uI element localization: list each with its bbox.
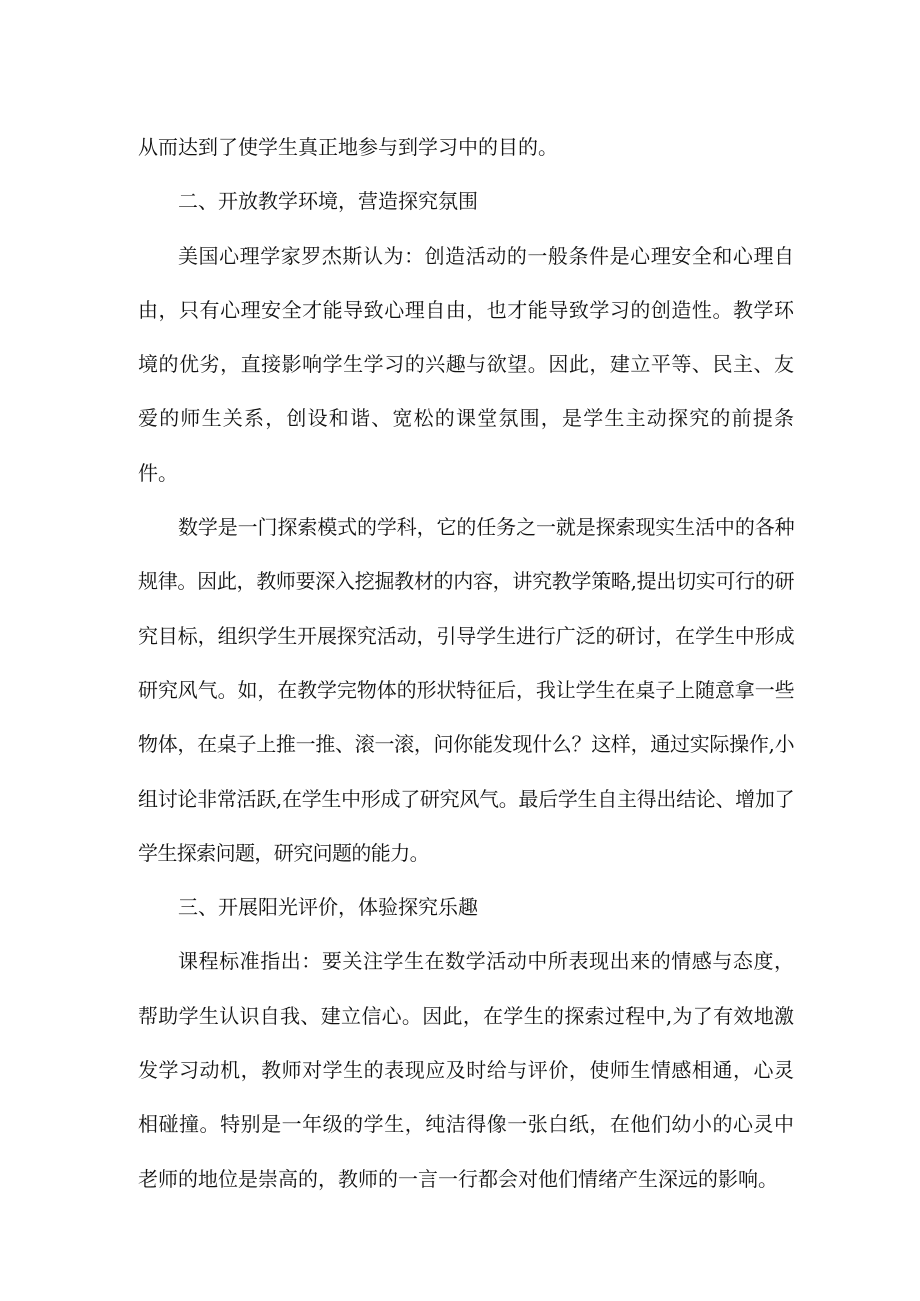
section-heading-2: 二、开放教学环境，营造探究氛围 [178,189,478,214]
section-heading-3: 三、开展阳光评价，体验探究乐趣 [178,895,478,920]
paragraph-math-exploration: 数学是一门探索模式的学科，它的任务之一就是探索现实生活中的各种规律。因此，教师要深入挖掘教材的内容，讲究教学策略,提出切实可行的研究目标，组织学生开展探究活动，引导学生进行广泛的研讨，在学生中形成研究风气。如，在教学完物体的形状特征后，我让学生在桌子上随意拿一些物体，在桌子上推一推、滚一滚，问你能发现什么？这样，通过实际操作,小组讨论非常活跃,在学生中形成了研究风气。最后学生自主得出结论、增加了学生探索问题，研究问题的能力。 [138,515,794,865]
paragraph-rogers: 美国心理学家罗杰斯认为：创造活动的一般条件是心理安全和心理自由，只有心理安全才能导致心理自由，也才能导致学习的创造性。教学环境的优劣，直接影响学生学习的兴趣与欲望。因此，建立平等、民主、友爱的师生关系，创设和谐、宽松的课堂氛围，是学生主动探究的前提条件。 [138,243,794,485]
document-body [138,120,794,1206]
paragraph-continuation: 从而达到了使学生真正地参与到学习中的目的。 [138,135,558,159]
paragraph-curriculum-standard: 课程标准指出：要关注学生在数学活动中所表现出来的情感与态度，帮助学生认识自我、建立信心。因此，在学生的探索过程中,为了有效地激发学习动机，教师对学生的表现应及时给与评价，使师生情感相通，心灵相碰撞。特别是一年级的学生，纯洁得像一张白纸，在他们幼小的心灵中老师的地位是崇高的，教师的一言一行都会对他们情绪产生深远的影响。 [138,949,794,1191]
